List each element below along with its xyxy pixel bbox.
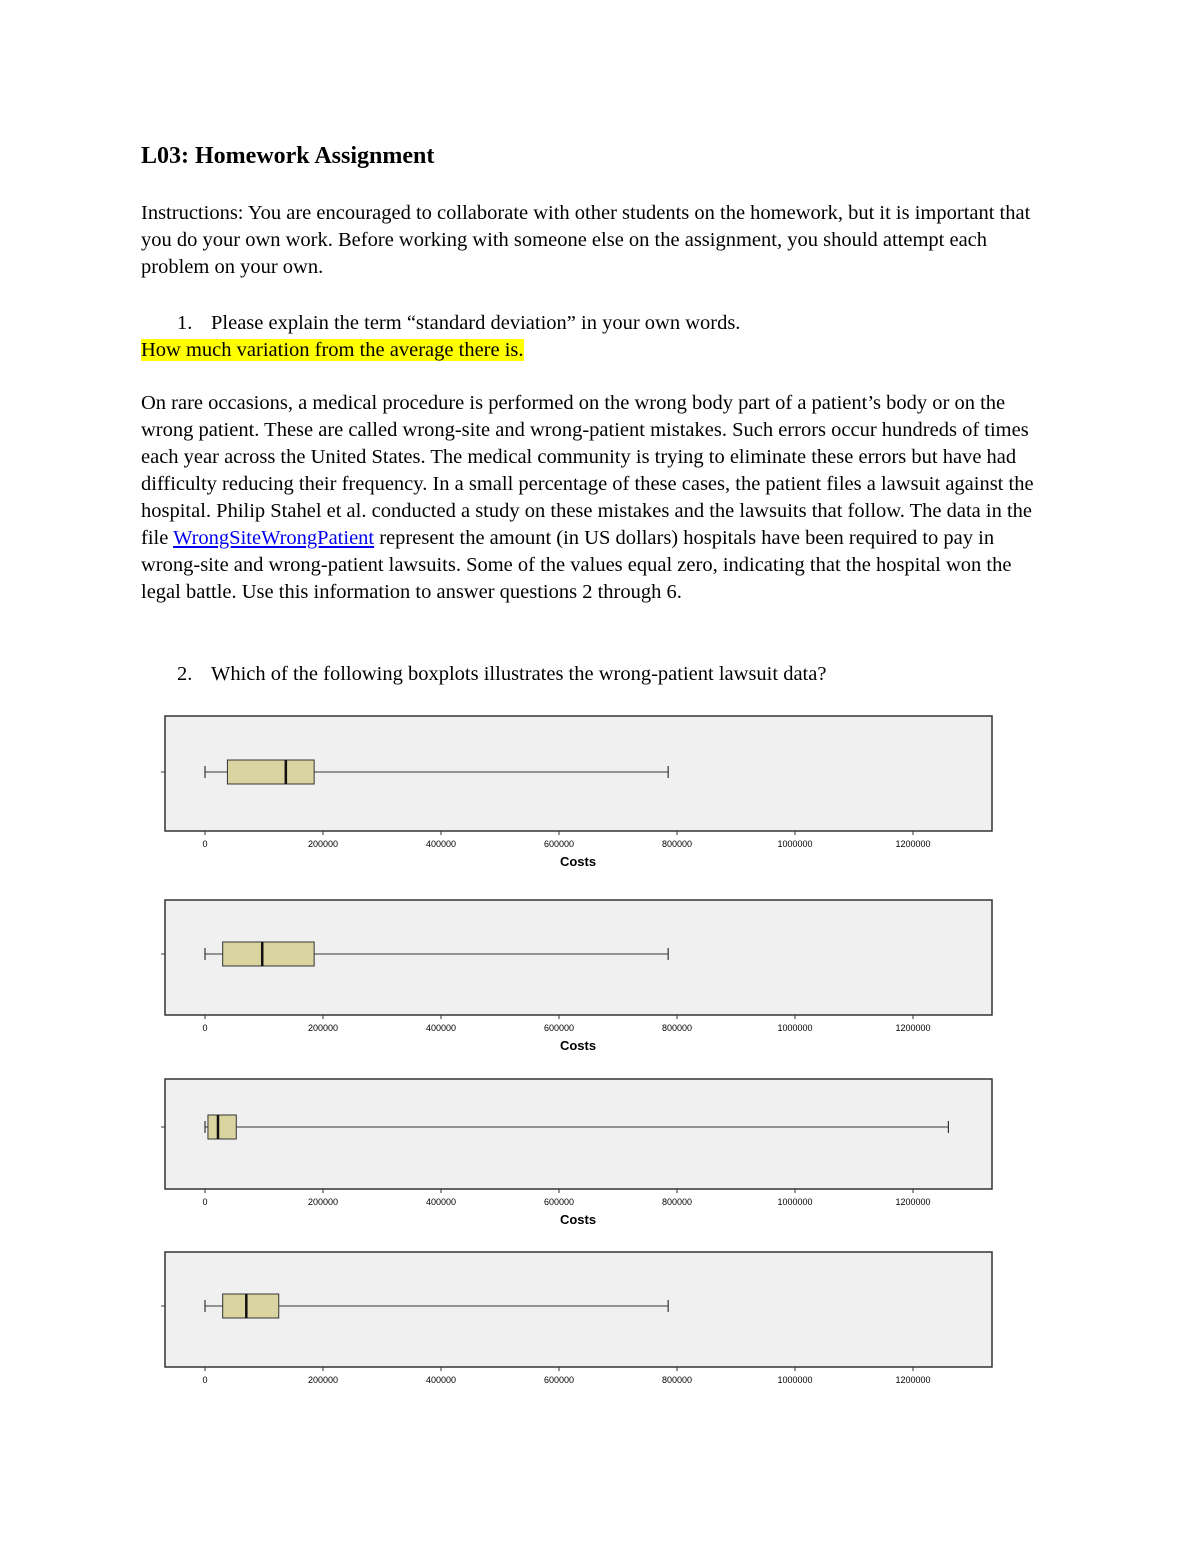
page-title: L03: Homework Assignment (141, 143, 435, 169)
x-tick-label: 200000 (307, 839, 339, 849)
dataset-link[interactable]: WrongSiteWrongPatient (173, 527, 375, 549)
x-tick-label: 600000 (543, 1375, 575, 1385)
x-tick-label: 0 (202, 1197, 208, 1207)
instructions-paragraph: Instructions: You are encouraged to collaborate with other students on the homework, but it is important that you do your own work. Before working with someone else on the assignment, you should attempt each problem on your own. (141, 202, 1031, 278)
boxplot-option-1 (160, 712, 1000, 872)
x-tick-label: 800000 (661, 1023, 693, 1033)
boxplot-option-3 (160, 1075, 1000, 1230)
boxplot-option-2 (160, 896, 1000, 1056)
x-tick-label: 200000 (307, 1197, 339, 1207)
x-tick-label: 0 (202, 1023, 208, 1033)
x-tick-label: 1000000 (777, 1375, 813, 1385)
question-2-text: Which of the following boxplots illustrates the wrong-patient lawsuit data? (211, 663, 827, 685)
x-tick-label: 1200000 (895, 1023, 931, 1033)
context-paragraph (141, 390, 1051, 606)
x-tick-label: 400000 (425, 1375, 457, 1385)
x-tick-label: 1200000 (895, 1197, 931, 1207)
x-tick-label: 800000 (661, 1197, 693, 1207)
boxplot-option-4 (160, 1248, 1000, 1388)
x-tick-label: 600000 (543, 1197, 575, 1207)
question-1 (177, 310, 740, 337)
x-tick-label: 800000 (661, 839, 693, 849)
x-tick-label: 1200000 (895, 839, 931, 849)
context-text-after-link: represent the amount (in US dollars) hospitals have been required to pay in wrong-site and wrong-patient lawsuits. Some of the values equal zero, indicating that the hospital won the legal battle. Use this information to answer questions 2 through 6. (141, 527, 1012, 603)
answer-1-highlight: How much variation from the average there is. (141, 339, 524, 361)
x-tick-label: 1200000 (895, 1375, 931, 1385)
x-axis-title: Costs (559, 1212, 597, 1227)
x-tick-label: 1000000 (777, 1197, 813, 1207)
x-tick-label: 1000000 (777, 1023, 813, 1033)
question-2-number: 2. (177, 663, 193, 685)
x-tick-label: 0 (202, 1375, 208, 1385)
box-iqr (223, 942, 314, 966)
question-1-text: Please explain the term “standard deviation” in your own words. (211, 312, 741, 334)
x-tick-label: 400000 (425, 1197, 457, 1207)
x-tick-label: 400000 (425, 839, 457, 849)
x-axis-title: Costs (559, 1038, 597, 1053)
x-tick-label: 200000 (307, 1023, 339, 1033)
box-iqr (227, 760, 314, 784)
question-2 (177, 661, 826, 688)
x-tick-label: 200000 (307, 1375, 339, 1385)
x-tick-label: 0 (202, 839, 208, 849)
box-iqr (208, 1115, 236, 1139)
x-axis-title: Costs (559, 854, 597, 869)
answer-1 (141, 337, 524, 364)
x-tick-label: 600000 (543, 839, 575, 849)
x-tick-label: 800000 (661, 1375, 693, 1385)
question-1-number: 1. (177, 312, 193, 334)
x-tick-label: 400000 (425, 1023, 457, 1033)
x-tick-label: 600000 (543, 1023, 575, 1033)
box-iqr (223, 1294, 279, 1318)
plot-frame (165, 1079, 992, 1189)
context-text-before-link: On rare occasions, a medical procedure is performed on the wrong body part of a patient’s body or on the wrong patient. These are called wrong-site and wrong-patient mistakes. Such errors occur hundreds of times each year across the United States. The medical community is trying to eliminate these errors but have had difficulty reducing their frequency. In a small percentage of these cases, the patient files a lawsuit against the hospital. Philip Stahel et al. conducted a study on these mistakes and the lawsuits that follow. The data in the file (141, 392, 1034, 549)
x-tick-label: 1000000 (777, 839, 813, 849)
plot-frame (165, 1252, 992, 1367)
